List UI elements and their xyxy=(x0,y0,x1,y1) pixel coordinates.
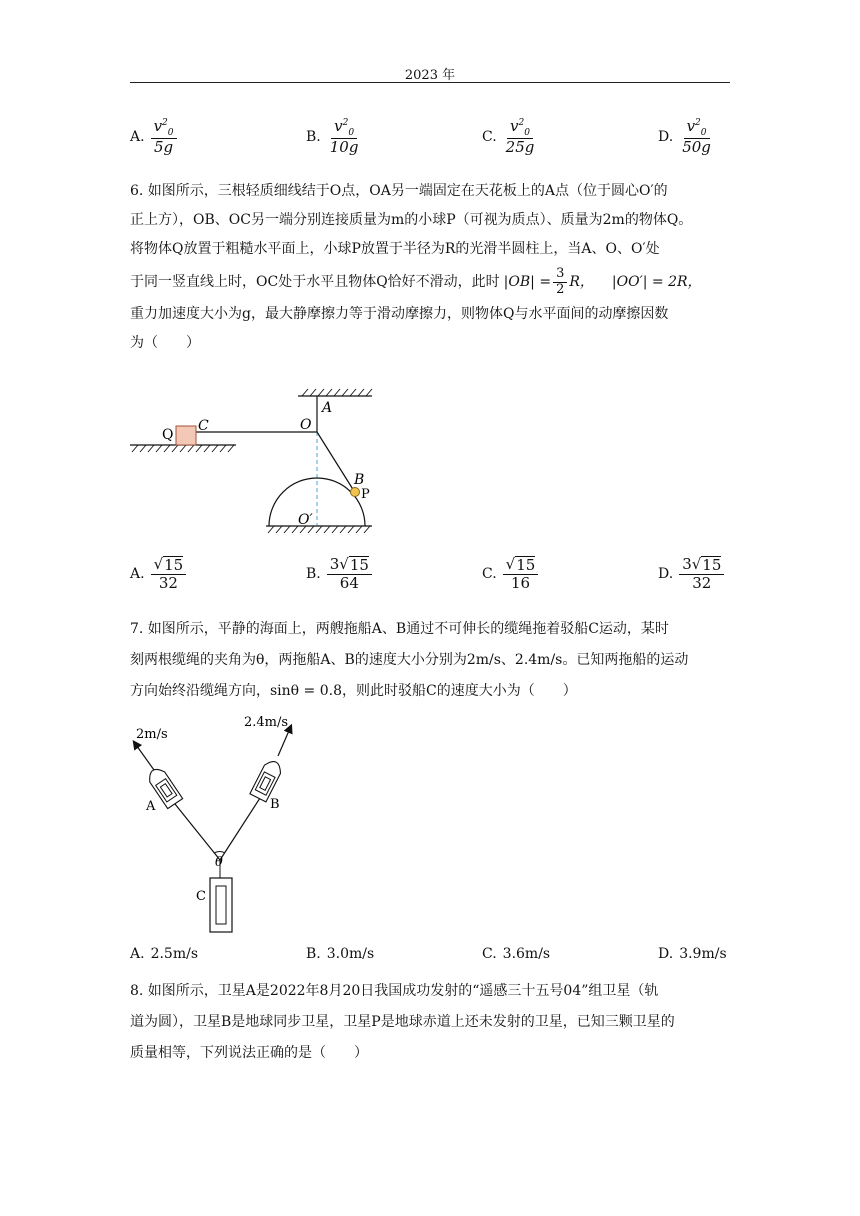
numerator: v xyxy=(510,117,519,135)
option-fraction xyxy=(327,556,372,593)
q7-option-a xyxy=(130,946,198,962)
q7-option-b xyxy=(306,946,374,962)
denominator: 25g xyxy=(505,138,535,157)
coefficient: 3 xyxy=(682,555,692,573)
q7-option-d xyxy=(658,946,727,962)
option-fraction xyxy=(151,556,187,593)
angle-arc xyxy=(214,852,225,854)
label-o-prime: O′ xyxy=(298,512,313,528)
option-fraction: $\frac{v^2_0}{25g}$ xyxy=(503,118,538,157)
velocity-arrow-a xyxy=(134,742,154,770)
q6-ob-fraction xyxy=(553,267,567,298)
label-o: O xyxy=(300,417,312,433)
rope-b xyxy=(220,798,260,860)
q5-option-b xyxy=(306,118,361,157)
option-label: B. xyxy=(306,946,321,962)
option-fraction xyxy=(503,556,539,593)
radicand: 15 xyxy=(349,556,369,574)
option-fraction xyxy=(679,556,724,593)
q6-stem xyxy=(130,177,730,358)
q6-option-c xyxy=(482,556,538,593)
page-header-year: 2023 年 xyxy=(404,68,456,83)
label-p: P xyxy=(361,487,370,502)
q6-ob-eq: |OB| = xyxy=(503,273,552,290)
label-b: B xyxy=(354,472,365,488)
rope-a xyxy=(175,804,220,860)
barge-c-inner xyxy=(216,886,226,924)
q8-stem xyxy=(130,976,730,1069)
option-text: 3.6m/s xyxy=(502,946,551,962)
option-label: A. xyxy=(130,566,145,583)
q6-line-2: 正上方），OB、OC另一端分别连接质量为m的小球P（可视为质点）、质量为2m的物体Q。 xyxy=(130,212,693,228)
denominator: 5g xyxy=(153,138,174,157)
q5-option-a xyxy=(130,118,177,157)
sqrt: √ 15 xyxy=(505,555,536,574)
denominator: 2 xyxy=(556,281,565,297)
header-rule xyxy=(130,82,730,83)
label-b: B xyxy=(270,797,280,812)
q6-oo-eq: |OO′| = 2R， xyxy=(611,273,702,290)
option-label: B. xyxy=(306,129,321,146)
q5-option-c xyxy=(482,118,537,157)
denominator: 32 xyxy=(692,574,712,593)
denominator: 64 xyxy=(339,574,359,593)
denominator: 10g xyxy=(329,138,359,157)
q6-line-1: 6. 如图所示，三根轻质细线结于O点，OA另一端固定在天花板上的A点（位于圆心O′的 xyxy=(130,183,668,199)
option-label: C. xyxy=(482,946,497,962)
q6-ob-tail: R， xyxy=(569,273,594,290)
ball-p xyxy=(351,488,360,497)
tugboat-b xyxy=(250,758,284,802)
sqrt: √ 15 xyxy=(339,555,369,574)
q6-option-b xyxy=(306,556,372,593)
q6-option-a xyxy=(130,556,186,593)
label-theta: θ xyxy=(215,855,223,870)
radicand: 15 xyxy=(164,556,184,574)
option-label: A. xyxy=(130,946,145,962)
radicand: 15 xyxy=(516,556,536,574)
label-c: C xyxy=(196,889,206,904)
label-a: A xyxy=(322,400,333,416)
numerator: v xyxy=(334,117,343,135)
numerator: 3 xyxy=(553,267,567,283)
label-vb: 2.4m/s xyxy=(244,715,289,730)
option-text: 2.5m/s xyxy=(150,946,199,962)
option-label: C. xyxy=(482,129,497,146)
ceiling-hatch xyxy=(302,389,372,396)
denominator: 16 xyxy=(510,574,531,593)
sqrt: √ 15 xyxy=(691,555,722,574)
radicand: 15 xyxy=(702,556,722,574)
velocity-arrow-b xyxy=(278,726,291,756)
label-a: A xyxy=(146,799,156,814)
q8-line-2: 道为圆），卫星B是地球同步卫星，卫星P是地球赤道上还未发射的卫星，已知三颗卫星的 xyxy=(130,1014,675,1030)
numerator: v xyxy=(686,117,696,135)
q6-line-6: 为（ ） xyxy=(130,335,200,351)
numerator: v xyxy=(153,117,163,135)
q7-option-c xyxy=(482,946,550,962)
label-va: 2m/s xyxy=(136,727,168,742)
option-label: B. xyxy=(306,566,321,583)
sqrt: √ 15 xyxy=(153,555,184,574)
denominator: 32 xyxy=(158,574,178,593)
option-label: A. xyxy=(130,129,145,146)
option-fraction: $\frac{v^2_0}{10g}$ xyxy=(327,118,362,157)
q6-line-3: 将物体Q放置于粗糙水平面上，小球P放置于半径为R的光滑半圆柱上，当A、O、O′处 xyxy=(130,241,660,257)
q6-line-5: 重力加速度大小为g，最大静摩擦力等于滑动摩擦力，则物体Q与水平面间的动摩擦因数 xyxy=(130,306,669,322)
ground-right-hatch xyxy=(268,526,370,533)
option-fraction: $\frac{v^2_0}{50g}$ xyxy=(679,118,714,157)
q8-line-3: 质量相等，下列说法正确的是（ ） xyxy=(130,1045,368,1061)
q7-line-3: 方向始终沿缆绳方向，sinθ = 0.8，则此时驳船C的速度大小为（ ） xyxy=(130,683,577,699)
q7-figure xyxy=(128,712,308,938)
option-label: D. xyxy=(658,946,674,962)
ground-left-hatch xyxy=(132,445,234,452)
option-label: D. xyxy=(658,566,674,583)
option-label: C. xyxy=(482,566,497,583)
q7-line-1: 7. 如图所示，平静的海面上，两艘拖船A、B通过不可伸长的缆绳拖着驳船C运动，某时 xyxy=(130,621,669,637)
q7-stem xyxy=(130,614,730,707)
option-fraction: $\frac{v^2_0}{5g}$ xyxy=(151,118,177,157)
q6-line-4 xyxy=(130,264,730,300)
label-q: Q xyxy=(162,427,174,443)
option-text: 3.9m/s xyxy=(679,946,727,962)
option-text: 3.0m/s xyxy=(326,946,375,962)
denominator: 50g xyxy=(682,138,711,157)
q6-figure xyxy=(128,388,388,540)
q7-line-2: 刻两根缆绳的夹角为θ，两拖船A、B的速度大小分别为2m/s、2.4m/s。已知两拖船的运动 xyxy=(130,652,689,668)
option-label: D. xyxy=(658,129,674,146)
q8-line-1: 8. 如图所示，卫星A是2022年8月20日我国成功发射的“遥感三十五号04”组卫星（轨 xyxy=(130,983,659,999)
label-c: C xyxy=(198,418,209,434)
q6-line-4-text: 于同一竖直线上时，OC处于水平且物体Q恰好不滑动，此时 xyxy=(130,273,500,290)
q6-option-d xyxy=(658,556,724,593)
coefficient: 3 xyxy=(329,555,340,573)
q5-option-d xyxy=(658,118,714,157)
block-q xyxy=(176,426,196,445)
